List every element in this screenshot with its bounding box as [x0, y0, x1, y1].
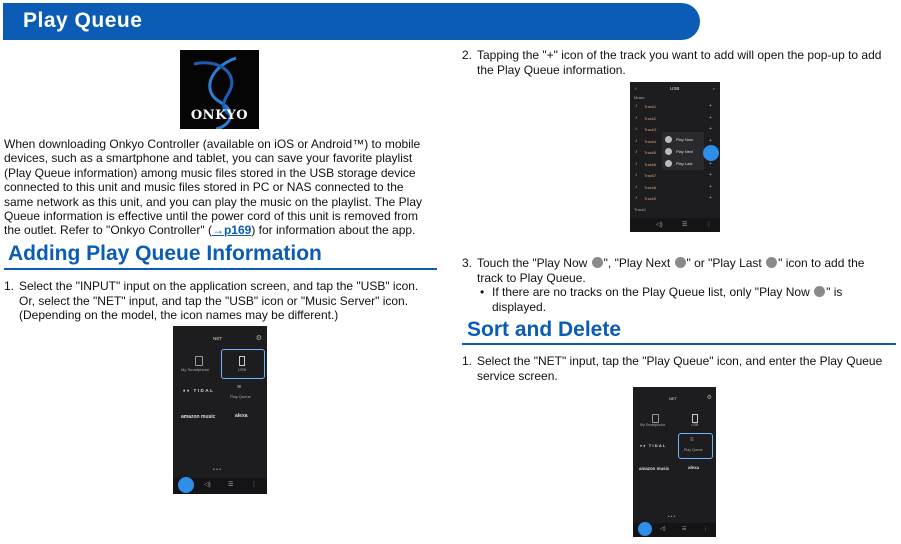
add-track-icon[interactable]: + — [709, 126, 712, 132]
music-note-icon: ♪ — [635, 195, 638, 201]
page-dots: • • • — [213, 467, 222, 473]
music-note-icon: ♪ — [635, 172, 638, 178]
screen-title: NET — [213, 336, 223, 341]
music-note-icon: ♪ — [635, 149, 638, 155]
tidal-label: ♦♦ TIDAL — [640, 443, 667, 448]
add-track-icon[interactable]: + — [709, 195, 712, 201]
step-1-adding: 1. Select the "INPUT" input on the application screen, and tap the "USB" icon. Or, select the "NET" input, and tap the "USB" icon or "Music Server" icon. (Depending on the model, the icon names may be different.) — [4, 279, 419, 323]
screen-title: USB — [670, 86, 680, 91]
track-row-label[interactable]: Track1 — [644, 104, 657, 109]
play-last-icon — [766, 257, 777, 268]
now-playing-track: Track1 — [634, 207, 647, 212]
track-row-label[interactable]: Track4 — [644, 138, 657, 144]
music-note-icon: ♪ — [635, 103, 638, 109]
page-header-banner — [3, 3, 700, 40]
music-note-icon: ♪ — [635, 114, 638, 121]
track-row-label[interactable]: Track8 — [644, 184, 657, 190]
track-row-label[interactable]: Track7 — [644, 173, 657, 178]
add-track-icon[interactable]: + — [709, 172, 712, 178]
play-queue-label: Play Queue — [230, 394, 251, 399]
add-track-icon[interactable]: + — [709, 103, 712, 109]
input-select-button[interactable] — [178, 477, 194, 493]
folder-label: Music — [634, 95, 645, 100]
play-queue-icon: ≡ — [237, 384, 242, 391]
amazon-music-label: amazon music — [181, 414, 216, 420]
track-row-label[interactable]: Track2 — [644, 115, 657, 121]
section-divider — [4, 268, 437, 270]
step-2-adding: 2. Tapping the "+" icon of the track you want to add will open the pop-up to add the Play Queue information. — [462, 48, 882, 77]
page-title: Play Queue — [23, 9, 143, 32]
page-link-p169[interactable]: →p169 — [211, 223, 252, 238]
play-now-icon — [592, 257, 603, 268]
my-smartphone-label: My Smartphone — [181, 367, 210, 372]
back-icon[interactable]: ‹ — [635, 86, 637, 92]
add-button-highlight[interactable] — [703, 145, 719, 161]
step-3-note: • If there are no tracks on the Play Queue list, only "Play Now " is displayed. — [480, 285, 843, 314]
section-heading-adding: Adding Play Queue Information — [8, 242, 322, 265]
volume-icon[interactable]: ◁) — [204, 482, 211, 488]
equalizer-icon[interactable]: ☰ — [682, 526, 687, 532]
add-track-icon[interactable]: + — [709, 183, 712, 190]
usb-icon — [239, 356, 245, 366]
intro-paragraph: When downloading Onkyo Controller (available on iOS or Android™) to mobile devices, such as a smartphone and tablet, you can save your favorite playlist (Play Queue information) among music files stored in the USB storage device connected to this unit and music files stored in PC or NAS connected to the same network as this unit, and you can play the music on the playlist. The Play Queue information is effective until the power cord of this unit is removed from the outlet. Refer to "Onkyo Controller" (→p169) for information about the app. — [4, 137, 422, 238]
add-to-queue-popup — [662, 132, 704, 170]
play-next-icon[interactable] — [665, 148, 672, 155]
settings-icon: ⚙ — [255, 335, 262, 342]
play-next-icon — [675, 257, 686, 268]
play-now-icon — [814, 286, 825, 297]
equalizer-icon[interactable]: ☰ — [228, 482, 234, 488]
section-heading-sort-delete: Sort and Delete — [467, 318, 622, 341]
play-next-option[interactable]: Play Next — [676, 149, 694, 154]
play-now-option[interactable]: Play Now — [676, 137, 693, 142]
play-now-icon[interactable] — [665, 136, 672, 143]
input-select-button[interactable] — [638, 522, 652, 536]
track-row-label[interactable]: Track6 — [644, 161, 657, 167]
onkyo-logo-text: ONKYO — [190, 108, 249, 123]
onkyo-controller-app-icon — [180, 50, 259, 129]
play-queue-highlight[interactable] — [678, 433, 713, 459]
page-dots: • • • — [668, 514, 676, 519]
play-last-icon[interactable] — [665, 160, 672, 167]
smartphone-icon — [195, 356, 203, 366]
search-icon[interactable]: ⌕ — [712, 86, 715, 91]
music-note-icon: ♪ — [635, 160, 638, 167]
music-note-icon: ♪ — [635, 137, 638, 144]
usb-track-list-screenshot — [630, 82, 720, 232]
section-divider — [462, 343, 896, 345]
more-icon[interactable]: ⋮ — [251, 482, 257, 488]
alexa-label: alexa — [688, 465, 699, 470]
play-last-option[interactable]: Play Last — [676, 161, 693, 166]
settings-icon: ⚙ — [706, 395, 712, 401]
add-track-icon[interactable]: + — [709, 137, 712, 144]
step-3-adding: 3. Touch the "Play Now ", "Play Next " or "Play Last " icon to add the track to Play Queue. • If there are no tracks on the Play Queue list, only "Play Now " is displayed. — [462, 256, 892, 314]
track-row-label[interactable]: Track5 — [644, 150, 657, 155]
alexa-label: alexa — [235, 413, 248, 419]
equalizer-icon[interactable]: ☰ — [682, 222, 688, 228]
usb-label: USB — [691, 423, 699, 427]
net-screen-screenshot — [173, 326, 267, 494]
more-icon[interactable]: ⋮ — [703, 526, 708, 532]
amazon-music-label: amazon music — [639, 466, 670, 471]
add-track-icon[interactable]: + — [709, 114, 712, 121]
net-screen-play-queue-screenshot — [633, 387, 716, 537]
smartphone-icon — [652, 414, 659, 423]
track-row-label[interactable]: Track9 — [644, 196, 657, 201]
volume-icon[interactable]: ◁) — [660, 526, 666, 532]
tidal-label: ♦♦ TIDAL — [183, 388, 215, 393]
more-icon[interactable]: ⋮ — [706, 222, 712, 228]
my-smartphone-label: My Smartphone — [640, 423, 666, 427]
add-track-icon[interactable]: + — [709, 160, 712, 167]
usb-label: USB — [238, 367, 247, 372]
volume-icon[interactable]: ◁) — [656, 222, 663, 228]
track-row-label[interactable]: Track3 — [644, 127, 657, 132]
screen-title: NET — [669, 396, 677, 401]
music-note-icon: ♪ — [635, 126, 638, 132]
usb-icon — [692, 414, 698, 423]
play-queue-label: Play Queue — [684, 448, 703, 452]
step-1-sort: 1. Select the "NET" input, tap the "Play Queue" icon, and enter the Play Queue service screen. — [462, 354, 883, 383]
music-note-icon: ♪ — [635, 183, 638, 190]
play-queue-icon: ≡ — [690, 437, 694, 443]
